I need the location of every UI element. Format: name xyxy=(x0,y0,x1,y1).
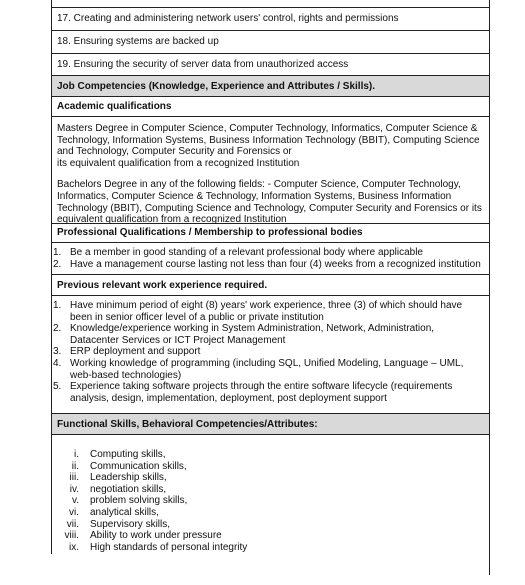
item-text: Ability to work under pressure xyxy=(90,530,222,542)
list-item xyxy=(53,323,484,346)
professional-heading xyxy=(52,224,489,243)
experience-heading xyxy=(52,275,489,296)
item-number: vi. xyxy=(69,506,79,518)
item-text: Have minimum period of eight (8) years' work experience, three (3) of which should have been in senior officer level of a public or private institution xyxy=(70,300,463,323)
academic-content xyxy=(52,117,489,224)
item-text: Working knowledge of programming (including SQL, Unified Modeling, Language – UML, web-based technologies) xyxy=(70,357,464,381)
academic-heading xyxy=(52,97,489,117)
duty-row-18 xyxy=(52,31,489,54)
item-number: 4. xyxy=(53,357,62,369)
item-text: problem solving skills, xyxy=(90,495,188,507)
heading-text: Previous relevant work experience required. xyxy=(57,280,268,291)
item-text: Have a management course lasting not less than four (4) weeks from a recognized institution xyxy=(70,258,481,270)
list-item xyxy=(53,346,484,358)
list-item xyxy=(53,381,484,404)
item-number: iii. xyxy=(69,472,79,484)
list-item xyxy=(57,542,484,554)
list-item xyxy=(57,530,484,542)
item-number: 3. xyxy=(53,346,62,358)
item-text: Computing skills, xyxy=(90,449,166,460)
heading-text: Academic qualifications xyxy=(57,101,172,112)
professional-content xyxy=(52,243,489,275)
list-item xyxy=(57,495,484,507)
item-number: 1. xyxy=(53,247,62,258)
list-item xyxy=(57,507,484,519)
item-number: v. xyxy=(71,495,79,507)
cut-off-row xyxy=(52,0,489,8)
item-text: Leadership skills, xyxy=(90,472,167,484)
masters-text-2: its equivalent qualification from a recognized Institution xyxy=(57,157,300,169)
item-text: ERP deployment and support xyxy=(70,346,201,358)
list-item xyxy=(53,357,484,381)
duty-row-17 xyxy=(52,8,489,31)
list-item xyxy=(57,472,484,484)
list-item xyxy=(53,258,484,271)
duty-text: 17. Creating and administering network users' control, rights and permissions xyxy=(57,13,399,24)
duty-text: 19. Ensuring the security of server data from unauthorized access xyxy=(57,59,349,70)
item-text: negotiation skills, xyxy=(90,483,167,495)
bachelors-text: Bachelors Degree in any of the following fields: - Computer Science, Computer Technology, Informatics, Computer Science & Technology, Information Systems, Business Information Technology (BBIT), Computing Science and Technology, Computer Security and Forensics or its equivalent qualification from a recognized Institution xyxy=(57,179,482,226)
item-number: vii. xyxy=(66,518,79,530)
list-item xyxy=(57,449,484,461)
item-text: High standards of personal integrity xyxy=(90,541,248,553)
item-text: Experience taking software projects through the entire software lifecycle (requirements analysis, design, implementation, deployment, post deployment support xyxy=(70,381,453,404)
list-item xyxy=(53,247,484,259)
item-text: analytical skills, xyxy=(90,506,159,518)
item-number: 1. xyxy=(53,300,62,311)
functional-heading xyxy=(52,414,489,435)
list-item xyxy=(57,484,484,496)
item-number: 2. xyxy=(53,258,62,270)
list-item xyxy=(57,519,484,531)
item-text: Supervisory skills, xyxy=(90,518,171,530)
item-text: Be a member in good standing of a relevant professional body where applicable xyxy=(70,247,423,258)
experience-content xyxy=(52,296,489,414)
heading-text: Functional Skills, Behavioral Competencies/Attributes: xyxy=(57,419,318,430)
item-number: iv. xyxy=(69,483,79,495)
job-description-table xyxy=(51,0,490,575)
item-text: Knowledge/experience working in System Administration, Network, Administration, Datacenter Services or ICT Project Management xyxy=(70,323,435,346)
list-item xyxy=(57,461,484,473)
item-number: 5. xyxy=(53,381,62,393)
list-item xyxy=(53,300,484,323)
item-text: Communication skills, xyxy=(90,460,187,472)
duty-row-19 xyxy=(52,54,489,76)
item-number: viii. xyxy=(64,530,79,542)
item-number: ix. xyxy=(69,541,79,553)
item-number: i. xyxy=(74,449,79,460)
heading-text: Job Competencies (Knowledge, Experience and Attributes / Skills). xyxy=(57,81,376,92)
masters-text: Masters Degree in Computer Science, Computer Technology, Informatics, Computer Science & Technology, Information Systems, Business Information Technology (BBIT), Computing Science and Technology, Computer Security and Forensics or xyxy=(57,123,480,158)
heading-text: Professional Qualifications / Membership to professional bodies xyxy=(57,227,363,238)
duty-text: 18. Ensuring systems are backed up xyxy=(57,36,219,47)
job-competencies-heading xyxy=(52,76,489,97)
item-number: ii. xyxy=(71,460,79,472)
page-bottom-cutoff xyxy=(51,554,488,585)
item-number: 2. xyxy=(53,323,62,335)
